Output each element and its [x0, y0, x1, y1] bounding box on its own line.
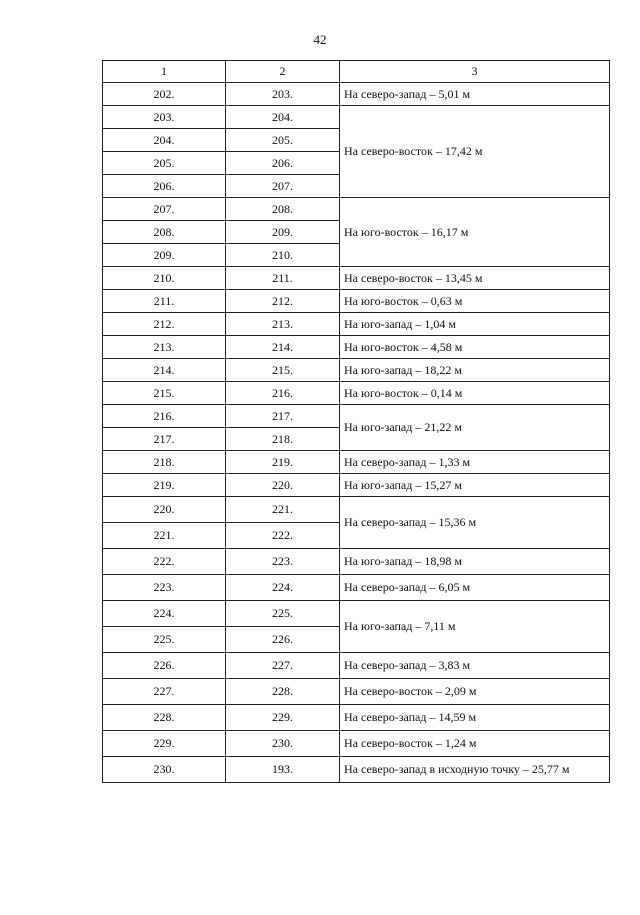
direction-cell: На северо-запад – 3,83 м	[340, 653, 610, 679]
table-row	[103, 382, 610, 405]
point-to-cell: 227.	[226, 653, 340, 679]
direction-cell: На юго-восток – 16,17 м	[340, 198, 610, 267]
table-row	[103, 549, 610, 575]
point-to-cell: 222.	[226, 523, 340, 549]
point-from-cell: 213.	[103, 336, 226, 359]
point-from-cell: 225.	[103, 627, 226, 653]
point-from-cell: 226.	[103, 653, 226, 679]
table-row	[103, 705, 610, 731]
point-to-cell: 220.	[226, 474, 340, 497]
table-row	[103, 313, 610, 336]
point-from-cell: 228.	[103, 705, 226, 731]
point-to-cell: 221.	[226, 497, 340, 523]
table-row	[103, 267, 610, 290]
point-to-cell: 209.	[226, 221, 340, 244]
point-to-cell: 217.	[226, 405, 340, 428]
point-from-cell: 218.	[103, 451, 226, 474]
point-from-cell: 211.	[103, 290, 226, 313]
direction-cell: На северо-восток – 17,42 м	[340, 106, 610, 198]
direction-cell: На северо-восток – 2,09 м	[340, 679, 610, 705]
point-to-cell: 210.	[226, 244, 340, 267]
table-row	[103, 336, 610, 359]
direction-cell: На северо-запад – 5,01 м	[340, 83, 610, 106]
point-from-cell: 212.	[103, 313, 226, 336]
point-to-cell: 230.	[226, 731, 340, 757]
column-header-2: 2	[226, 61, 340, 83]
direction-cell: На северо-запад – 15,36 м	[340, 497, 610, 549]
point-to-cell: 218.	[226, 428, 340, 451]
direction-cell: На северо-запад – 6,05 м	[340, 575, 610, 601]
direction-cell: На северо-запад – 14,59 м	[340, 705, 610, 731]
point-from-cell: 224.	[103, 601, 226, 627]
point-from-cell: 214.	[103, 359, 226, 382]
table-row	[103, 679, 610, 705]
point-from-cell: 221.	[103, 523, 226, 549]
table-row	[103, 198, 610, 221]
table-row	[103, 405, 610, 428]
table-row	[103, 653, 610, 679]
table-row	[103, 731, 610, 757]
point-from-cell: 215.	[103, 382, 226, 405]
table-header-row	[103, 61, 610, 83]
point-from-cell: 208.	[103, 221, 226, 244]
table-row	[103, 575, 610, 601]
point-to-cell: 204.	[226, 106, 340, 129]
table-row	[103, 106, 610, 129]
point-to-cell: 213.	[226, 313, 340, 336]
point-to-cell: 205.	[226, 129, 340, 152]
point-to-cell: 228.	[226, 679, 340, 705]
point-from-cell: 205.	[103, 152, 226, 175]
table-row	[103, 601, 610, 627]
point-from-cell: 223.	[103, 575, 226, 601]
direction-cell: На юго-запад – 15,27 м	[340, 474, 610, 497]
table-row	[103, 290, 610, 313]
table-row	[103, 474, 610, 497]
point-from-cell: 216.	[103, 405, 226, 428]
direction-cell: На юго-запад – 7,11 м	[340, 601, 610, 653]
table-row	[103, 359, 610, 382]
point-from-cell: 203.	[103, 106, 226, 129]
table-row	[103, 497, 610, 523]
direction-cell: На юго-восток – 0,63 м	[340, 290, 610, 313]
point-from-cell: 227.	[103, 679, 226, 705]
point-from-cell: 210.	[103, 267, 226, 290]
point-from-cell: 209.	[103, 244, 226, 267]
point-to-cell: 207.	[226, 175, 340, 198]
direction-cell: На северо-запад – 1,33 м	[340, 451, 610, 474]
point-from-cell: 202.	[103, 83, 226, 106]
table-row	[103, 757, 610, 783]
direction-cell: На юго-восток – 4,58 м	[340, 336, 610, 359]
table-row	[103, 83, 610, 106]
point-to-cell: 214.	[226, 336, 340, 359]
point-to-cell: 229.	[226, 705, 340, 731]
point-from-cell: 219.	[103, 474, 226, 497]
point-to-cell: 206.	[226, 152, 340, 175]
point-from-cell: 206.	[103, 175, 226, 198]
point-from-cell: 222.	[103, 549, 226, 575]
direction-cell: На юго-запад – 1,04 м	[340, 313, 610, 336]
point-from-cell: 229.	[103, 731, 226, 757]
point-from-cell: 217.	[103, 428, 226, 451]
boundary-table-body	[103, 61, 610, 783]
point-to-cell: 224.	[226, 575, 340, 601]
point-to-cell: 223.	[226, 549, 340, 575]
boundary-table	[102, 60, 610, 783]
point-to-cell: 225.	[226, 601, 340, 627]
page-number: 42	[313, 32, 327, 47]
direction-cell: На северо-запад в исходную точку – 25,77 м	[340, 757, 610, 783]
point-to-cell: 193.	[226, 757, 340, 783]
point-from-cell: 230.	[103, 757, 226, 783]
direction-cell: На юго-восток – 0,14 м	[340, 382, 610, 405]
point-to-cell: 208.	[226, 198, 340, 221]
direction-cell: На юго-запад – 21,22 м	[340, 405, 610, 451]
table-row	[103, 451, 610, 474]
point-to-cell: 226.	[226, 627, 340, 653]
point-to-cell: 215.	[226, 359, 340, 382]
direction-cell: На северо-восток – 13,45 м	[340, 267, 610, 290]
direction-cell: На юго-запад – 18,98 м	[340, 549, 610, 575]
point-from-cell: 204.	[103, 129, 226, 152]
point-to-cell: 216.	[226, 382, 340, 405]
point-from-cell: 207.	[103, 198, 226, 221]
column-header-3: 3	[340, 61, 610, 83]
point-to-cell: 212.	[226, 290, 340, 313]
direction-cell: На северо-восток – 1,24 м	[340, 731, 610, 757]
point-from-cell: 220.	[103, 497, 226, 523]
point-to-cell: 211.	[226, 267, 340, 290]
column-header-1: 1	[103, 61, 226, 83]
point-to-cell: 219.	[226, 451, 340, 474]
point-to-cell: 203.	[226, 83, 340, 106]
direction-cell: На юго-запад – 18,22 м	[340, 359, 610, 382]
